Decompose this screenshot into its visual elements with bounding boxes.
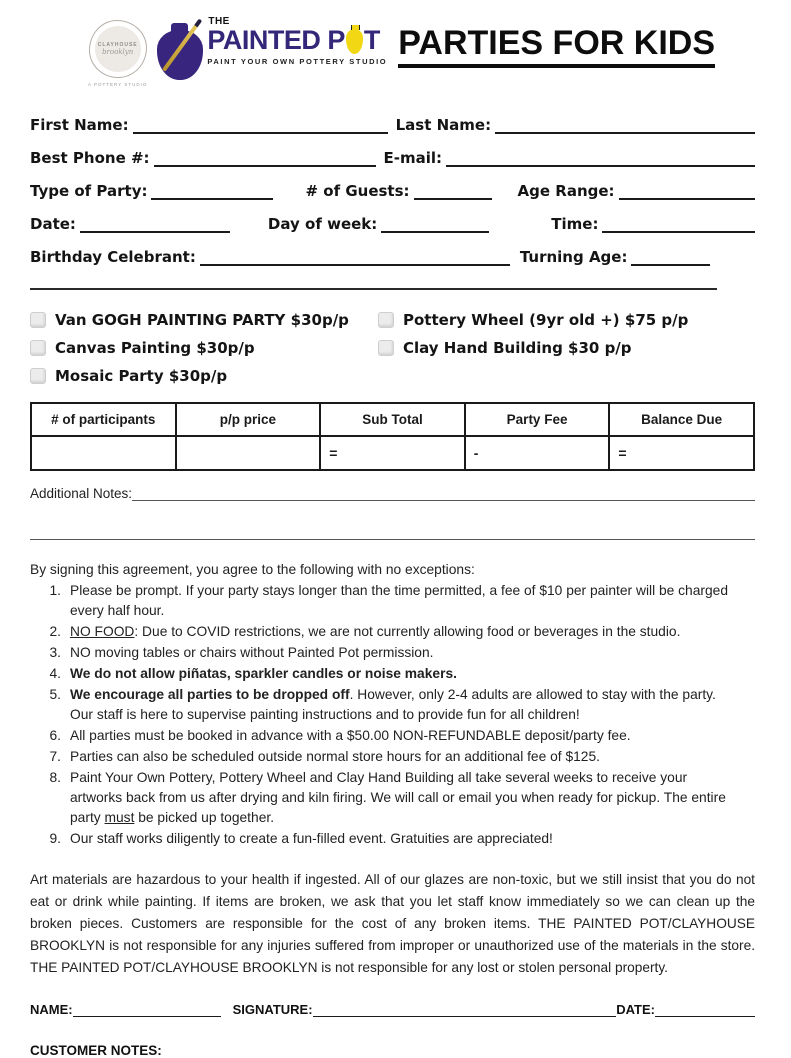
agreement-item-number: 7. (49, 749, 61, 764)
pricing-cell[interactable] (176, 436, 321, 470)
pricing-table (30, 402, 755, 471)
date-field[interactable] (80, 219, 230, 233)
pricing-cell[interactable]: - (465, 436, 610, 470)
agreement-item (30, 622, 755, 642)
party-options-left-column (30, 306, 378, 390)
page-title: PARTIES FOR KIDS (398, 26, 715, 68)
celebrant-field[interactable] (200, 252, 510, 266)
party-option-checkbox[interactable] (30, 368, 46, 384)
date-sig-label: DATE: (616, 1002, 655, 1017)
signature-row (30, 997, 755, 1017)
agreement-item-number: 8. (49, 770, 61, 785)
additional-notes-line2[interactable] (30, 539, 755, 540)
date-row (30, 200, 755, 233)
clayhouse-tagline: A POTTERY STUDIO (88, 82, 148, 87)
party-option-label: Mosaic Party $30p/p (55, 367, 228, 385)
party-option-row (30, 334, 378, 362)
party-option-label: Canvas Painting $30p/p (55, 339, 255, 357)
email-field[interactable] (446, 153, 755, 167)
disclaimer-paragraph: Art materials are hazardous to your health if ingested. All of our glazes are non-toxic, but we still insist that you do not eat or drink while painting. If items are broken, we ask that you let staff know immediately so we can clean up the broken pieces. Customers are responsible for the cost of any broken items. THE PAINTED POT/CLAYHOUSE BROOKLYN is not responsible for any injuries suffered from improper or unauthorized use of the materials in the store. THE PAINTED POT/CLAYHOUSE BROOKLYN is not responsible for any lost or stolen personal property. (30, 872, 755, 975)
time-label: Time: (551, 215, 599, 233)
yellow-pot-icon (346, 29, 363, 54)
signature-label: SIGNATURE: (232, 1002, 313, 1017)
agreement-item (30, 726, 755, 746)
day-field[interactable] (381, 219, 489, 233)
agreement-item-text: Parties can also be scheduled outside normal store hours for an additional fee of $125. (70, 749, 600, 764)
party-option-checkbox[interactable] (30, 312, 46, 328)
signature-field[interactable] (313, 1005, 617, 1017)
agreement-item-text: We encourage all parties to be dropped off. However, only 2-4 adults are allowed to stay with the party. Our staff is here to supervise painting instructions and to provide fun for all children! (70, 687, 716, 722)
agreement-item (30, 643, 755, 663)
party-option-row (378, 306, 688, 334)
logo-name: PAINTED P T (207, 25, 380, 55)
additional-notes-field[interactable] (132, 489, 755, 501)
agreement-item (30, 768, 755, 828)
agreement-item-number: 3. (49, 645, 61, 660)
day-label: Day of week: (267, 215, 378, 233)
party-type-label: Type of Party: (30, 182, 148, 200)
celebrant-label: Birthday Celebrant: (30, 248, 196, 266)
pricing-cell[interactable] (31, 436, 176, 470)
clayhouse-brooklyn: brooklyn (102, 48, 134, 56)
phone-email-row (30, 134, 755, 167)
agreement-list (30, 581, 755, 849)
age-range-label: Age Range: (517, 182, 615, 200)
clayhouse-name: CLAYHOUSE (97, 42, 138, 48)
turning-age-field[interactable] (631, 252, 710, 266)
name-label: NAME: (30, 1002, 73, 1017)
party-type-field[interactable] (151, 186, 273, 200)
clayhouse-logo (88, 20, 147, 87)
logo-tagline: PAINT YOUR OWN POTTERY STUDIO (207, 57, 388, 66)
agreement-item-number: 2. (49, 624, 61, 639)
party-option-checkbox[interactable] (378, 312, 394, 328)
logo-group (88, 16, 387, 87)
pricing-column-header: # of participants (31, 403, 176, 436)
pricing-cell[interactable]: = (320, 436, 465, 470)
customer-notes-label: CUSTOMER NOTES: (30, 1043, 162, 1058)
extra-line-row (30, 266, 755, 290)
phone-label: Best Phone #: (30, 149, 150, 167)
date-label: Date: (30, 215, 76, 233)
clayhouse-circle-icon (89, 20, 147, 78)
agreement-item-text: All parties must be booked in advance with a $50.00 NON-REFUNDABLE deposit/party fee. (70, 728, 631, 743)
last-name-label: Last Name: (395, 116, 492, 134)
pricing-table-header-row (31, 403, 754, 436)
extra-write-in-line[interactable] (30, 280, 717, 290)
celebrant-row (30, 233, 755, 266)
agreement-item-number: 4. (49, 666, 61, 681)
party-option-row (30, 306, 378, 334)
time-field[interactable] (602, 219, 755, 233)
date-sig-field[interactable] (655, 1005, 755, 1017)
pricing-cell[interactable]: = (609, 436, 754, 470)
purple-vase-icon (157, 30, 203, 80)
agreement-item-number: 1. (49, 583, 61, 598)
turning-age-label: Turning Age: (519, 248, 628, 266)
agreement-item (30, 747, 755, 767)
agreement-item-number: 5. (49, 687, 61, 702)
name-row (30, 101, 755, 134)
pricing-table-data-row (31, 436, 754, 470)
agreement-item-text: Our staff works diligently to create a fun-filled event. Gratuities are appreciated! (70, 831, 553, 846)
party-option-label: Clay Hand Building $30 p/p (403, 339, 632, 357)
first-name-field[interactable] (133, 120, 388, 134)
party-option-label: Pottery Wheel (9yr old +) $75 p/p (403, 311, 689, 329)
party-type-row (30, 167, 755, 200)
pricing-column-header: p/p price (176, 403, 321, 436)
agreement-item-text: NO FOOD: Due to COVID restrictions, we are not currently allowing food or beverages in the studio. (70, 624, 681, 639)
agreement-item (30, 664, 755, 684)
guests-label: # of Guests: (305, 182, 410, 200)
party-options (30, 306, 755, 390)
phone-field[interactable] (154, 153, 376, 167)
agreement-item-number: 9. (49, 831, 61, 846)
pricing-column-header: Party Fee (465, 403, 610, 436)
name-field[interactable] (73, 1005, 221, 1017)
pricing-column-header: Sub Total (320, 403, 465, 436)
agreement-item-text: Please be prompt. If your party stays longer than the time permitted, a fee of $10 per painter will be charged every half hour. (70, 583, 729, 618)
additional-notes-label: Additional Notes: (30, 486, 133, 501)
agreement-item (30, 581, 755, 621)
party-option-row (30, 362, 378, 390)
guests-field[interactable] (414, 186, 492, 200)
party-option-checkbox[interactable] (30, 340, 46, 356)
agreement-item (30, 829, 755, 849)
contact-form (30, 101, 755, 290)
agreement-item-text: We do not allow piñatas, sparkler candles or noise makers. (70, 666, 457, 681)
party-options-right-column (378, 306, 688, 390)
agreement-item-text: Paint Your Own Pottery, Pottery Wheel and Clay Hand Building all take several weeks to receive your artworks back from us after drying and kiln firing. We will call or email you when ready for pickup. The entire party must be picked up together. (70, 770, 726, 825)
age-range-field[interactable] (619, 186, 755, 200)
agreement-intro: By signing this agreement, you agree to the following with no exceptions: (30, 562, 475, 577)
party-option-row (378, 334, 688, 362)
party-option-checkbox[interactable] (378, 340, 394, 356)
last-name-field[interactable] (495, 120, 755, 134)
pricing-column-header: Balance Due (609, 403, 754, 436)
first-name-label: First Name: (30, 116, 129, 134)
party-option-label: Van GOGH PAINTING PARTY $30p/p (55, 311, 349, 329)
email-label: E-mail: (383, 149, 443, 167)
logo-the: THE (208, 16, 230, 27)
agreement-item (30, 685, 755, 725)
painted-pot-logo (157, 16, 387, 80)
page-header (30, 16, 755, 87)
agreement-item-text: NO moving tables or chairs without Painted Pot permission. (70, 645, 434, 660)
additional-notes-row (30, 483, 755, 501)
paintbrush-icon (162, 24, 198, 72)
agreement-item-number: 6. (49, 728, 61, 743)
